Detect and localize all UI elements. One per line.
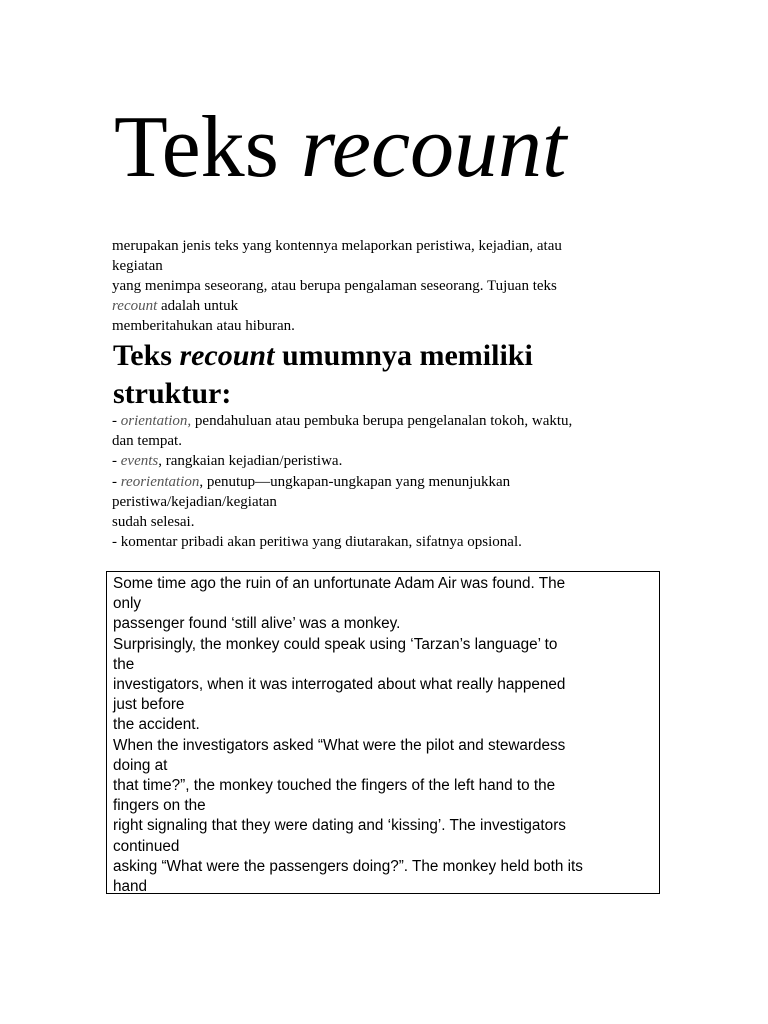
intro-italic-term: recount (112, 298, 158, 314)
heading-line (113, 337, 673, 375)
structure-text: , penutup—ungkapan-ungkapan yang menunjukkan (199, 473, 511, 490)
structure-list (112, 411, 672, 552)
story-line: asking “What were the passengers doing?”. The monkey held both its (113, 857, 583, 875)
story-line: that time?”, the monkey touched the fingers of the left hand to the (113, 777, 556, 795)
story-line: continued (113, 837, 180, 855)
structure-bullet: - (112, 534, 121, 551)
structure-item-continuation: peristiwa/kejadian/kegiatan (112, 493, 277, 510)
structure-term: reorientation (120, 473, 200, 490)
story-line: investigators, when it was interrogated about what really happened (113, 676, 566, 694)
structure-item-continuation: dan tempat. (112, 433, 182, 450)
structure-item (112, 472, 672, 492)
story-line: Surprisingly, the monkey could speak using ‘Tarzan’s language’ to (113, 635, 558, 653)
structure-text: , rangkaian kejadian/peristiwa. (158, 453, 343, 470)
story-line: Some time ago the ruin of an unfortunate Adam Air was found. The (113, 575, 566, 592)
page-title (114, 98, 566, 198)
intro-line (112, 296, 672, 316)
story-line: the accident. (113, 716, 200, 734)
story-box (106, 571, 660, 894)
story-line: fingers on the (113, 797, 206, 815)
intro-paragraph (112, 236, 672, 336)
intro-line-rest: adalah untuk (157, 298, 239, 314)
story-line: When the investigators asked “What were the pilot and stewardess (113, 736, 566, 754)
structure-text: pendahuluan atau pembuka berupa pengelanalan tokoh, waktu, (191, 413, 573, 429)
title-italic: recount (300, 99, 567, 196)
structure-item (112, 451, 672, 471)
structure-term: orientation, (120, 413, 192, 429)
heading-line: struktur: (113, 377, 232, 410)
story-line: hand (113, 878, 148, 896)
structure-bullet: - (112, 413, 121, 429)
story-line: doing at (113, 756, 168, 774)
intro-line: kegiatan (112, 258, 163, 274)
structure-term: events (120, 453, 159, 470)
story-line: right signaling that they were dating and ‘kissing’. The investigators (113, 817, 566, 835)
heading-part: umumnya memiliki (274, 339, 533, 372)
intro-line: memberitahukan atau hiburan. (112, 318, 295, 334)
structure-bullet: - (112, 473, 121, 490)
story-line: passenger found ‘still alive’ was a monkey. (113, 615, 401, 633)
structure-item (112, 411, 672, 431)
structure-bullet: - (112, 453, 121, 470)
heading-italic: recount (179, 339, 275, 372)
title-plain: Teks (114, 99, 301, 196)
structure-heading (113, 337, 673, 413)
intro-line: yang menimpa seseorang, atau berupa pengalaman seseorang. Tujuan teks (112, 278, 557, 294)
story-line: the (113, 655, 135, 673)
story-line: just before (113, 696, 185, 714)
intro-line: merupakan jenis teks yang kontennya melaporkan peristiwa, kejadian, atau (112, 238, 562, 254)
heading-part: Teks (113, 339, 180, 372)
structure-text: komentar pribadi akan peritiwa yang diutarakan, sifatnya opsional. (120, 534, 522, 551)
structure-item-continuation: sudah selesai. (112, 514, 195, 531)
structure-item (112, 532, 672, 552)
story-line: only (113, 595, 142, 613)
